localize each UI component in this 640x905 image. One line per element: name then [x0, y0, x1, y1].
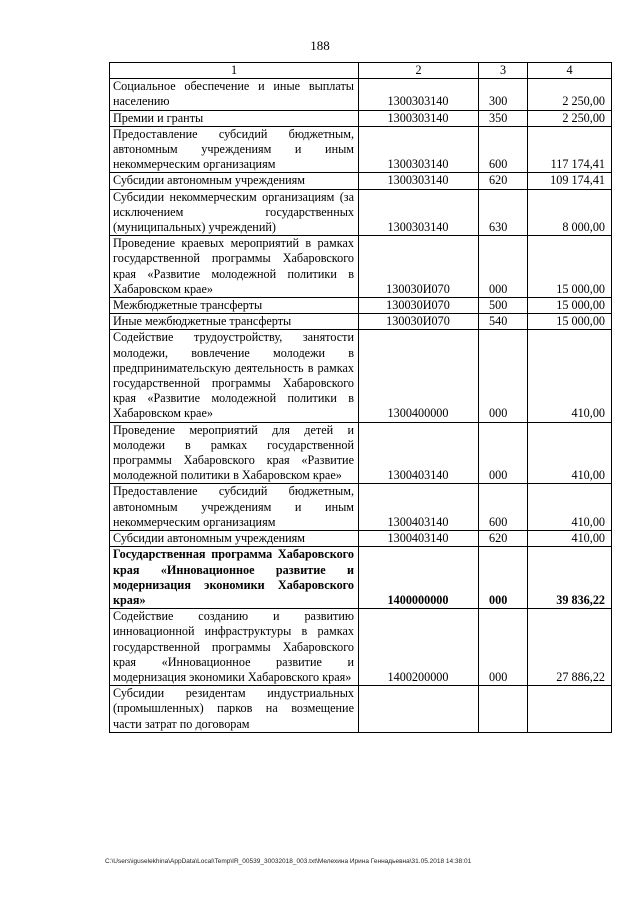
row-code-cell: 1300403140	[359, 484, 479, 531]
row-code-cell: 130030И070	[359, 236, 479, 298]
row-type-cell: 000	[479, 236, 528, 298]
table-row	[110, 686, 612, 733]
budget-table	[109, 62, 612, 733]
row-code-cell: 1300403140	[359, 422, 479, 484]
row-code-cell: 1300303140	[359, 189, 479, 236]
table-row	[110, 314, 612, 330]
row-name-cell: Предоставление субсидий бюджетным, автономным учреждениям и иным некоммерческим организациям	[110, 484, 359, 531]
row-sum-cell: 15 000,00	[528, 314, 612, 330]
row-code-cell	[359, 686, 479, 733]
row-name-cell: Содействие созданию и развитию инновационной инфраструктуры в рамках государственной программы Хабаровского края «Инновационное развитие и модернизация экономики Хабаровского края»	[110, 609, 359, 686]
row-code-cell: 1300303140	[359, 110, 479, 126]
row-name-cell: Субсидии автономным учреждениям	[110, 531, 359, 547]
row-type-cell	[479, 686, 528, 733]
row-code-cell: 1300303140	[359, 126, 479, 173]
row-sum-cell: 410,00	[528, 484, 612, 531]
table-header-row	[110, 63, 612, 79]
table-row	[110, 236, 612, 298]
row-name-cell: Иные межбюджетные трансферты	[110, 314, 359, 330]
row-sum-cell: 27 886,22	[528, 609, 612, 686]
table-row	[110, 110, 612, 126]
row-name-cell: Проведение мероприятий для детей и молодежи в рамках государственной программы Хабаровского края «Развитие молодежной политики в Хабаровском крае»	[110, 422, 359, 484]
row-name-cell: Премии и гранты	[110, 110, 359, 126]
row-name-cell: Проведение краевых мероприятий в рамках государственной программы Хабаровского края «Развитие молодежной политики в Хабаровском крае»	[110, 236, 359, 298]
row-type-cell: 000	[479, 609, 528, 686]
row-type-cell: 630	[479, 189, 528, 236]
table-row	[110, 79, 612, 110]
row-name-cell: Государственная программа Хабаровского края «Инновационное развитие и модернизация экономики Хабаровского края»	[110, 547, 359, 609]
row-code-cell: 130030И070	[359, 298, 479, 314]
row-code-cell: 1300303140	[359, 173, 479, 189]
row-sum-cell: 2 250,00	[528, 110, 612, 126]
row-sum-cell: 15 000,00	[528, 298, 612, 314]
table-row	[110, 531, 612, 547]
column-header: 4	[528, 63, 612, 79]
row-type-cell: 350	[479, 110, 528, 126]
table-row	[110, 609, 612, 686]
row-code-cell: 130030И070	[359, 314, 479, 330]
row-name-cell: Субсидии некоммерческим организациям (за исключением государственных (муниципальных) учреждений)	[110, 189, 359, 236]
page-number: 188	[310, 38, 330, 53]
row-type-cell: 540	[479, 314, 528, 330]
table-row	[110, 126, 612, 173]
row-code-cell: 1400000000	[359, 547, 479, 609]
row-code-cell: 1300303140	[359, 79, 479, 110]
column-header: 2	[359, 63, 479, 79]
row-type-cell: 600	[479, 126, 528, 173]
row-name-cell: Субсидии резидентам индустриальных (промышленных) парков на возмещение части затрат по договорам	[110, 686, 359, 733]
table-row	[110, 422, 612, 484]
row-type-cell: 620	[479, 531, 528, 547]
row-type-cell: 000	[479, 330, 528, 422]
row-code-cell: 1300400000	[359, 330, 479, 422]
row-type-cell: 300	[479, 79, 528, 110]
table-row	[110, 189, 612, 236]
document-file-path: C:\Users\iguselekhina\AppData\Local\Temp\IR_00539_30032018_003.txt\Мелехина Ирина Геннадьевна\31.05.2018 14:38:01	[105, 858, 472, 865]
row-type-cell: 620	[479, 173, 528, 189]
row-sum-cell: 15 000,00	[528, 236, 612, 298]
row-sum-cell: 8 000,00	[528, 189, 612, 236]
table-row	[110, 484, 612, 531]
row-sum-cell	[528, 686, 612, 733]
table-row	[110, 173, 612, 189]
row-code-cell: 1400200000	[359, 609, 479, 686]
row-name-cell: Социальное обеспечение и иные выплаты населению	[110, 79, 359, 110]
row-sum-cell: 410,00	[528, 330, 612, 422]
table-row	[110, 330, 612, 422]
row-sum-cell: 117 174,41	[528, 126, 612, 173]
row-type-cell: 000	[479, 547, 528, 609]
row-sum-cell: 2 250,00	[528, 79, 612, 110]
row-name-cell: Субсидии автономным учреждениям	[110, 173, 359, 189]
row-type-cell: 000	[479, 422, 528, 484]
row-type-cell: 600	[479, 484, 528, 531]
row-sum-cell: 410,00	[528, 531, 612, 547]
row-sum-cell: 39 836,22	[528, 547, 612, 609]
row-name-cell: Предоставление субсидий бюджетным, автономным учреждениям и иным некоммерческим организациям	[110, 126, 359, 173]
row-name-cell: Межбюджетные трансферты	[110, 298, 359, 314]
row-sum-cell: 410,00	[528, 422, 612, 484]
row-sum-cell: 109 174,41	[528, 173, 612, 189]
table-row	[110, 298, 612, 314]
column-header: 3	[479, 63, 528, 79]
column-header: 1	[110, 63, 359, 79]
table-row	[110, 547, 612, 609]
row-code-cell: 1300403140	[359, 531, 479, 547]
row-name-cell: Содействие трудоустройству, занятости молодежи, вовлечение молодежи в предпринимательскую деятельность в рамках государственной программы Хабаровского края «Развитие молодежной политики в Хабаровском крае»	[110, 330, 359, 422]
row-type-cell: 500	[479, 298, 528, 314]
